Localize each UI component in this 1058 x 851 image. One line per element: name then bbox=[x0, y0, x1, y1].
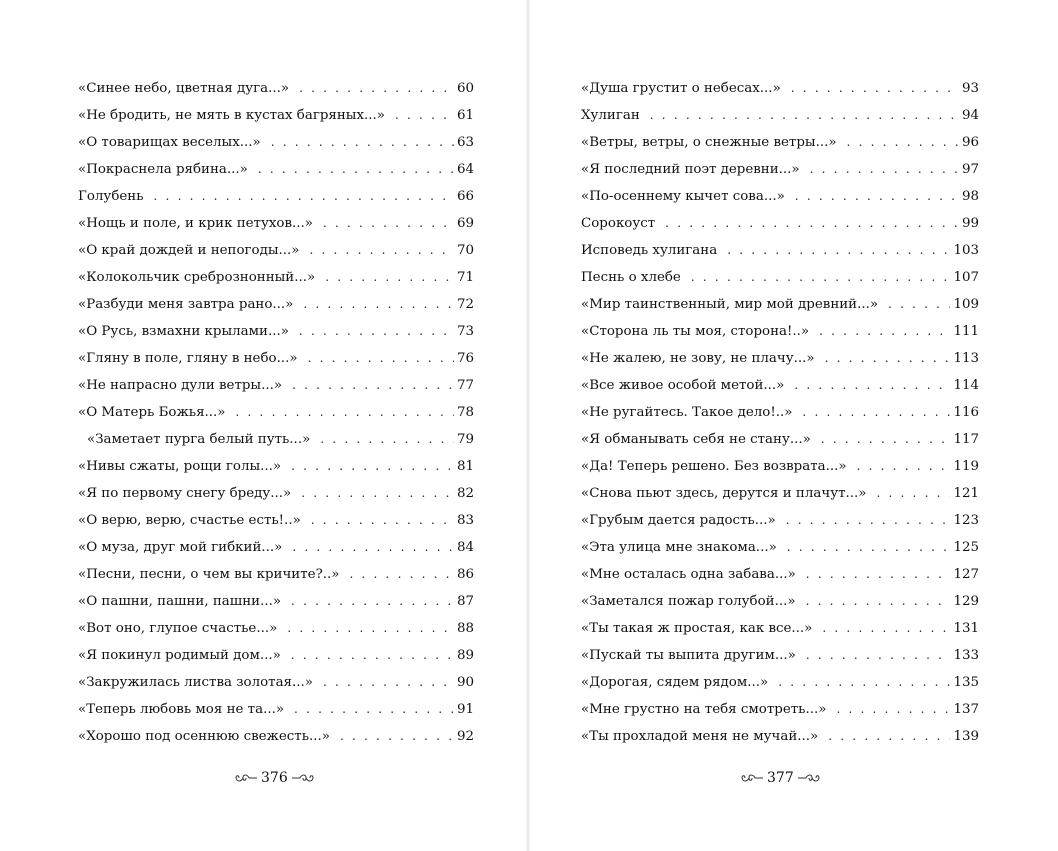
toc-entry-page: 72 bbox=[456, 297, 474, 312]
toc-entry-page: 84 bbox=[456, 540, 474, 555]
toc-entry-title: «Покраснела рябина...» bbox=[78, 162, 248, 177]
toc-entry bbox=[581, 534, 979, 561]
toc-entry bbox=[581, 129, 979, 156]
toc-entry-page: 90 bbox=[456, 675, 474, 690]
toc-entry-title: «Сторона ль ты моя, сторона!..» bbox=[581, 324, 810, 339]
toc-entry-page: 76 bbox=[456, 351, 474, 366]
toc-entry-page: 99 bbox=[961, 216, 979, 231]
dot-leader bbox=[872, 480, 950, 507]
toc-entry bbox=[78, 75, 474, 102]
toc-entry bbox=[78, 642, 474, 669]
toc-entry-page: 82 bbox=[456, 486, 474, 501]
toc-entry-title: «Заметался пожар голубой...» bbox=[581, 594, 796, 609]
dot-leader bbox=[782, 507, 951, 534]
toc-entry-page: 61 bbox=[456, 108, 474, 123]
dot-leader bbox=[319, 669, 454, 696]
toc-entry-page: 131 bbox=[953, 621, 979, 636]
toc-entry-page: 70 bbox=[456, 243, 474, 258]
toc-entry-title: «О муза, друг мой гибкий...» bbox=[78, 540, 283, 555]
toc-entry-title: «Хорошо под осеннюю свежесть...» bbox=[78, 729, 330, 744]
toc-entry-title: «Я по первому снегу бреду...» bbox=[78, 486, 292, 501]
toc-entry bbox=[581, 102, 979, 129]
toc-entry bbox=[581, 399, 979, 426]
toc-entry bbox=[581, 210, 979, 237]
dot-leader bbox=[818, 615, 950, 642]
dot-leader bbox=[806, 156, 959, 183]
toc-entry-page: 79 bbox=[456, 432, 474, 447]
dot-leader bbox=[290, 696, 454, 723]
toc-entry-page: 60 bbox=[456, 81, 474, 96]
toc-entry bbox=[78, 561, 474, 588]
toc-entry-page: 125 bbox=[953, 540, 979, 555]
dot-leader bbox=[661, 210, 959, 237]
toc-entry-page: 73 bbox=[456, 324, 474, 339]
toc-entry bbox=[581, 588, 979, 615]
page-number: 376 bbox=[261, 770, 288, 786]
toc-entry-title: «Все живое особой метой...» bbox=[581, 378, 785, 393]
toc-entry-title: «Дорогая, сядем рядом...» bbox=[581, 675, 769, 690]
dot-leader bbox=[304, 345, 454, 372]
toc-entry bbox=[78, 291, 474, 318]
toc-entry-title: «Гляну в поле, гляну в небо...» bbox=[78, 351, 298, 366]
toc-entry bbox=[78, 318, 474, 345]
toc-entry-title: «Колокольчик сребрознонный...» bbox=[78, 270, 316, 285]
toc-entry-page: 86 bbox=[456, 567, 474, 582]
toc-entry-title: «Закружилась листва золотая...» bbox=[78, 675, 313, 690]
dot-leader bbox=[821, 345, 951, 372]
toc-entry-page: 116 bbox=[953, 405, 979, 420]
dot-leader bbox=[287, 588, 454, 615]
toc-entry-page: 92 bbox=[456, 729, 474, 744]
dot-leader bbox=[299, 291, 454, 318]
toc-entry bbox=[581, 669, 979, 696]
toc-entry-page: 88 bbox=[456, 621, 474, 636]
toc-entry bbox=[78, 237, 474, 264]
toc-entry-title: Голубень bbox=[78, 189, 144, 204]
toc-entry-title: «Заметает пурга белый путь...» bbox=[87, 432, 311, 447]
dot-leader bbox=[321, 264, 454, 291]
toc-entry bbox=[581, 372, 979, 399]
toc-entry bbox=[581, 696, 979, 723]
dot-leader bbox=[288, 534, 454, 561]
toc-entry bbox=[581, 642, 979, 669]
toc-entry-title: «Ветры, ветры, о снежные ветры...» bbox=[581, 135, 837, 150]
dot-leader bbox=[316, 426, 454, 453]
toc-entry bbox=[78, 156, 474, 183]
dot-leader bbox=[815, 318, 950, 345]
dot-leader bbox=[307, 507, 454, 534]
toc-entry-page: 91 bbox=[456, 702, 474, 717]
toc-entry-title: Исповедь хулигана bbox=[581, 243, 718, 258]
toc-entry bbox=[78, 588, 474, 615]
toc-entry-title: «Не напрасно дули ветры...» bbox=[78, 378, 283, 393]
toc-entry-title: «Разбуди меня завтра рано...» bbox=[78, 297, 294, 312]
left-flourish-icon bbox=[740, 772, 764, 784]
toc-entry bbox=[78, 129, 474, 156]
toc-entry-title: «Пускай ты выпита другим...» bbox=[581, 648, 796, 663]
dot-leader bbox=[295, 75, 454, 102]
toc-entry-page: 69 bbox=[456, 216, 474, 231]
toc-entry-title: «Не жалею, не зову, не плачу...» bbox=[581, 351, 815, 366]
toc-entry-title: «Ты такая ж простая, как все...» bbox=[581, 621, 813, 636]
toc-entry bbox=[581, 183, 979, 210]
table-of-contents-right bbox=[581, 75, 979, 750]
dot-leader bbox=[817, 426, 951, 453]
toc-entry-page: 133 bbox=[953, 648, 979, 663]
toc-entry-page: 89 bbox=[456, 648, 474, 663]
toc-entry bbox=[581, 480, 979, 507]
toc-entry-title: «Грубым дается радость...» bbox=[581, 513, 776, 528]
toc-entry-page: 66 bbox=[456, 189, 474, 204]
toc-entry-title: «Мне осталась одна забава...» bbox=[581, 567, 796, 582]
toc-entry bbox=[78, 372, 474, 399]
toc-entry-title: Сорокоуст bbox=[581, 216, 656, 231]
toc-entry bbox=[581, 318, 979, 345]
dot-leader bbox=[283, 615, 454, 642]
toc-entry-page: 109 bbox=[953, 297, 979, 312]
toc-entry bbox=[581, 291, 979, 318]
toc-entry-title: «Я покинул родимый дом...» bbox=[78, 648, 281, 663]
dot-leader bbox=[287, 453, 454, 480]
toc-entry bbox=[581, 345, 979, 372]
toc-entry-page: 123 bbox=[953, 513, 979, 528]
toc-entry bbox=[78, 453, 474, 480]
dot-leader bbox=[798, 399, 950, 426]
toc-entry-title: «Душа грустит о небесах...» bbox=[581, 81, 781, 96]
right-page bbox=[529, 0, 1058, 851]
dot-leader bbox=[232, 399, 454, 426]
toc-entry-page: 64 bbox=[456, 162, 474, 177]
dot-leader bbox=[802, 588, 951, 615]
toc-entry-page: 93 bbox=[961, 81, 979, 96]
page-folio-right bbox=[740, 768, 821, 788]
toc-entry bbox=[78, 102, 474, 129]
right-flourish-icon bbox=[797, 772, 821, 784]
right-flourish-icon bbox=[291, 772, 315, 784]
table-of-contents-left bbox=[78, 75, 474, 750]
toc-entry-page: 94 bbox=[961, 108, 979, 123]
toc-entry-page: 97 bbox=[961, 162, 979, 177]
toc-entry-title: Песнь о хлебе bbox=[581, 270, 681, 285]
page-folio-left bbox=[234, 768, 315, 788]
toc-entry-title: «О Русь, взмахни крылами...» bbox=[78, 324, 289, 339]
toc-entry-page: 119 bbox=[953, 459, 979, 474]
toc-entry-page: 77 bbox=[456, 378, 474, 393]
toc-entry-title: «Песни, песни, о чем вы кричите?..» bbox=[78, 567, 340, 582]
dot-leader bbox=[391, 102, 454, 129]
toc-entry bbox=[78, 264, 474, 291]
dot-leader bbox=[297, 480, 454, 507]
dot-leader bbox=[824, 723, 950, 750]
dot-leader bbox=[319, 210, 454, 237]
dot-leader bbox=[723, 237, 950, 264]
toc-entry-page: 78 bbox=[456, 405, 474, 420]
toc-entry bbox=[78, 507, 474, 534]
toc-entry bbox=[78, 534, 474, 561]
toc-entry bbox=[78, 669, 474, 696]
toc-entry-page: 114 bbox=[953, 378, 979, 393]
toc-entry-title: «Мне грустно на тебя смотреть...» bbox=[581, 702, 827, 717]
toc-entry bbox=[581, 615, 979, 642]
toc-entry-title: «Нивы сжаты, рощи голы...» bbox=[78, 459, 282, 474]
toc-entry-title: «О верю, верю, счастье есть!..» bbox=[78, 513, 301, 528]
left-flourish-icon bbox=[234, 772, 258, 784]
toc-entry-page: 87 bbox=[456, 594, 474, 609]
toc-entry-page: 63 bbox=[456, 135, 474, 150]
dot-leader bbox=[791, 183, 959, 210]
toc-entry bbox=[78, 480, 474, 507]
toc-entry-title: Хулиган bbox=[581, 108, 640, 123]
dot-leader bbox=[288, 372, 454, 399]
dot-leader bbox=[774, 669, 950, 696]
toc-entry-title: «Ты прохладой меня не мучай...» bbox=[581, 729, 819, 744]
toc-entry-title: «О товарищах веселых...» bbox=[78, 135, 261, 150]
toc-entry bbox=[78, 183, 474, 210]
dot-leader bbox=[295, 318, 454, 345]
toc-entry bbox=[78, 696, 474, 723]
toc-entry-title: «Теперь любовь моя не та...» bbox=[78, 702, 285, 717]
toc-entry-page: 103 bbox=[953, 243, 979, 258]
toc-entry bbox=[581, 426, 979, 453]
toc-entry-title: «Я последний поэт деревни...» bbox=[581, 162, 800, 177]
dot-leader bbox=[832, 696, 950, 723]
toc-entry-page: 129 bbox=[953, 594, 979, 609]
dot-leader bbox=[687, 264, 951, 291]
toc-entry bbox=[581, 507, 979, 534]
toc-entry bbox=[78, 426, 474, 453]
toc-entry-page: 113 bbox=[953, 351, 979, 366]
toc-entry-page: 117 bbox=[953, 432, 979, 447]
toc-entry-page: 83 bbox=[456, 513, 474, 528]
toc-entry-title: «Синее небо, цветная дуга...» bbox=[78, 81, 290, 96]
toc-entry bbox=[581, 723, 979, 750]
toc-entry bbox=[581, 264, 979, 291]
toc-entry-title: «Нощь и поле, и крик петухов...» bbox=[78, 216, 313, 231]
dot-leader bbox=[336, 723, 454, 750]
dot-leader bbox=[802, 642, 951, 669]
toc-entry bbox=[581, 561, 979, 588]
dot-leader bbox=[783, 534, 951, 561]
toc-entry-title: «Снова пьют здесь, дерутся и плачут...» bbox=[581, 486, 867, 501]
toc-entry-page: 111 bbox=[953, 324, 979, 339]
dot-leader bbox=[802, 561, 951, 588]
dot-leader bbox=[646, 102, 959, 129]
toc-entry-title: «Да! Теперь решено. Без возврата...» bbox=[581, 459, 847, 474]
toc-entry-title: «Я обманывать себя не стану...» bbox=[581, 432, 811, 447]
toc-entry-title: «О пашни, пашни, пашни...» bbox=[78, 594, 282, 609]
toc-entry-title: «Эта улица мне знакома...» bbox=[581, 540, 777, 555]
toc-entry-page: 135 bbox=[953, 675, 979, 690]
toc-entry bbox=[581, 237, 979, 264]
dot-leader bbox=[267, 129, 454, 156]
dot-leader bbox=[305, 237, 453, 264]
toc-entry-page: 96 bbox=[961, 135, 979, 150]
toc-entry-page: 139 bbox=[953, 729, 979, 744]
dot-leader bbox=[790, 372, 950, 399]
toc-entry-page: 98 bbox=[961, 189, 979, 204]
dot-leader bbox=[787, 75, 959, 102]
dot-leader bbox=[254, 156, 454, 183]
dot-leader bbox=[884, 291, 950, 318]
toc-entry bbox=[78, 723, 474, 750]
toc-entry bbox=[78, 399, 474, 426]
toc-entry bbox=[581, 453, 979, 480]
toc-entry-page: 71 bbox=[456, 270, 474, 285]
toc-entry bbox=[78, 615, 474, 642]
dot-leader bbox=[843, 129, 959, 156]
toc-entry-title: «Не бродить, не мять в кустах багряных...» bbox=[78, 108, 385, 123]
toc-entry-page: 121 bbox=[953, 486, 979, 501]
dot-leader bbox=[345, 561, 454, 588]
toc-entry bbox=[581, 156, 979, 183]
toc-entry bbox=[581, 75, 979, 102]
toc-entry bbox=[78, 345, 474, 372]
toc-entry bbox=[78, 210, 474, 237]
toc-entry-title: «Не ругайтесь. Такое дело!..» bbox=[581, 405, 793, 420]
toc-entry-title: «Мир таинственный, мир мой древний...» bbox=[581, 297, 879, 312]
dot-leader bbox=[150, 183, 454, 210]
dot-leader bbox=[287, 642, 454, 669]
toc-entry-page: 137 bbox=[953, 702, 979, 717]
toc-entry-page: 107 bbox=[953, 270, 979, 285]
toc-entry-title: «О Матерь Божья...» bbox=[78, 405, 226, 420]
toc-entry-title: «По-осеннему кычет сова...» bbox=[581, 189, 785, 204]
toc-entry-page: 81 bbox=[456, 459, 474, 474]
toc-entry-title: «Вот оно, глупое счастье...» bbox=[78, 621, 278, 636]
toc-entry-page: 127 bbox=[953, 567, 979, 582]
page-number: 377 bbox=[767, 770, 794, 786]
toc-entry-title: «О край дождей и непогоды...» bbox=[78, 243, 300, 258]
dot-leader bbox=[853, 453, 951, 480]
